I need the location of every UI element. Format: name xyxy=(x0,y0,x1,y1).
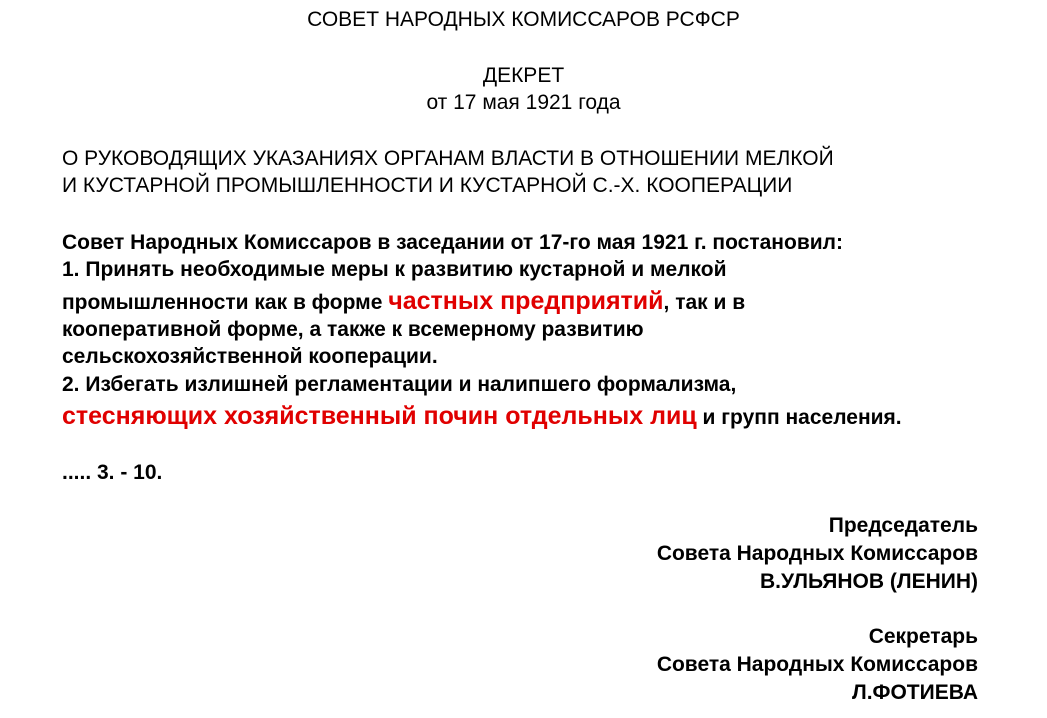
item1-line3: кооперативной форме, а также к всемерному развитию xyxy=(62,318,644,341)
secretary-role: Секретарь xyxy=(868,625,978,648)
document-date: от 17 мая 1921 года xyxy=(426,91,621,114)
item1-line4: сельскохозяйственной кооперации. xyxy=(62,345,438,368)
omitted-items: ..... 3. - 10. xyxy=(62,461,163,484)
decree-intro: Совет Народных Комиссаров в заседании от 17-го мая 1921 г. постановил: xyxy=(62,231,843,254)
item2-line2 xyxy=(62,402,902,432)
item1-line1: 1. Принять необходимые меры к развитию кустарной и мелкой xyxy=(62,258,727,281)
item1-line2-after: , так и в xyxy=(663,291,746,314)
item2-line2-after: и групп населения. xyxy=(696,406,902,429)
secretary-name: Л.ФОТИЕВА xyxy=(851,681,978,704)
highlight-private-enterprises: частных предприятий xyxy=(388,287,664,315)
item1-line2-before: промышленности как в форме xyxy=(62,291,389,314)
issuing-authority: СОВЕТ НАРОДНЫХ КОМИССАРОВ РСФСР xyxy=(307,8,740,31)
chairman-body: Совета Народных Комиссаров xyxy=(656,542,978,565)
secretary-body: Совета Народных Комиссаров xyxy=(656,653,978,676)
item1-line2 xyxy=(62,287,745,317)
chairman-name: В.УЛЬЯНОВ (ЛЕНИН) xyxy=(759,570,978,593)
document-type: ДЕКРЕТ xyxy=(482,64,565,87)
document-title-line2: И КУСТАРНОЙ ПРОМЫШЛЕННОСТИ И КУСТАРНОЙ С.-Х. КООПЕРАЦИИ xyxy=(62,174,793,197)
chairman-role: Председатель xyxy=(828,514,978,537)
highlight-economic-initiative: стесняющих хозяйственный почин отдельных лиц xyxy=(62,402,697,430)
item2-line1: 2. Избегать излишней регламентации и налипшего формализма, xyxy=(62,373,737,396)
document-title-line1: О РУКОВОДЯЩИХ УКАЗАНИЯХ ОРГАНАМ ВЛАСТИ В ОТНОШЕНИИ МЕЛКОЙ xyxy=(62,147,834,170)
